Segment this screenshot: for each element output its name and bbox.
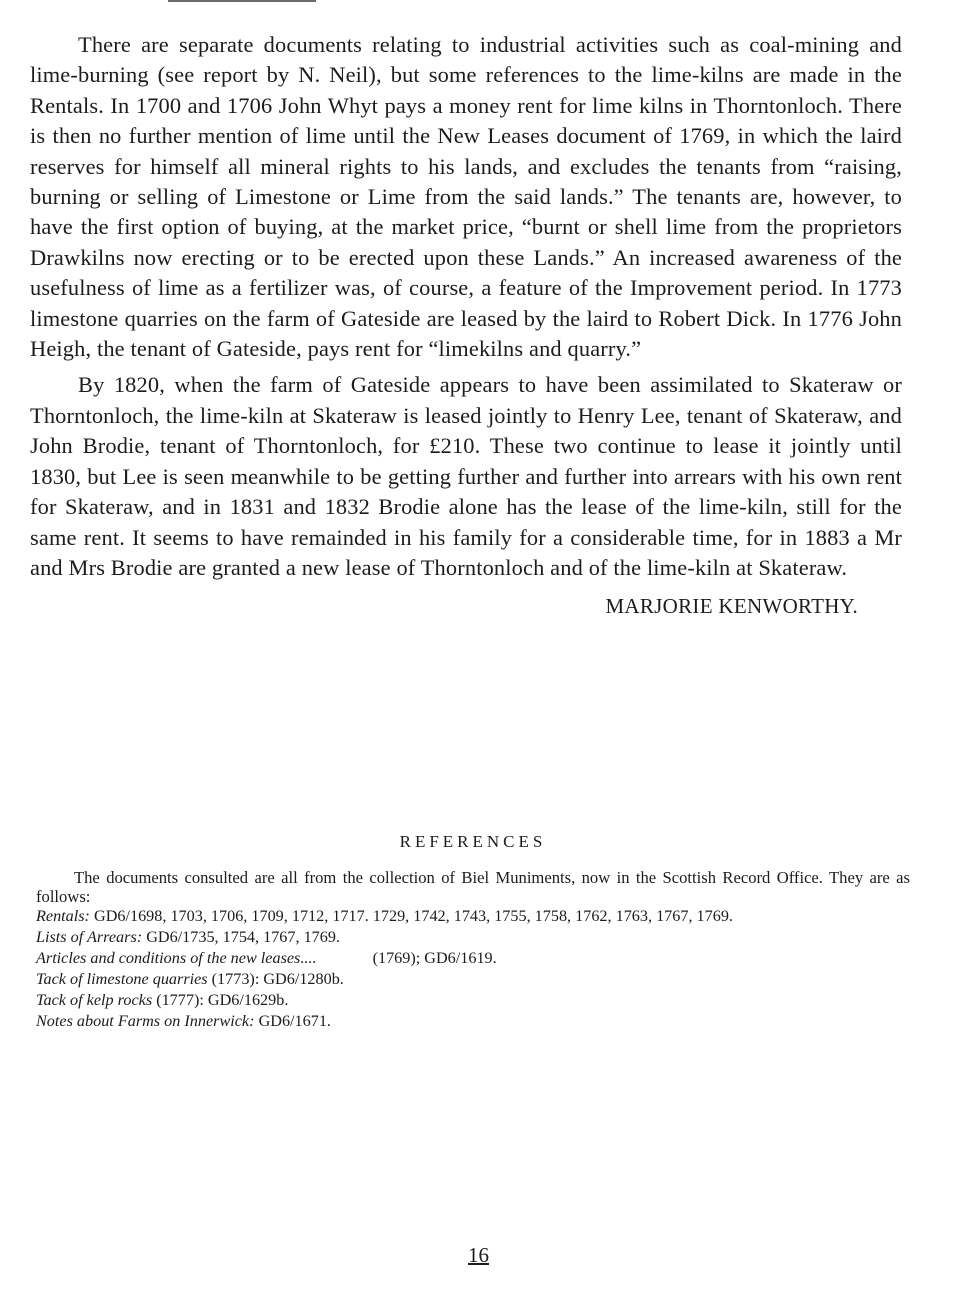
- paragraph-lime-kilns: There are separate documents relating to industrial activities such as coal-mining and lime-burning (see report by N. Neil), but some references to the lime-kilns are made in the Rentals. In 1700 and 1706 John Whyt pays a money rent for lime kilns in Thorntonloch. There is then no further mention of lime until the New Leases document of 1769, in which the laird reserves for himself all mineral rights to his lands, and excludes the tenants from “raising, burning or selling of Limestone or Lime from the said lands.” The tenants are, however, to have the first option of buying, at the market price, “burnt or shell lime from the proprietors Drawkilns now erecting or to be erected upon these Lands.” An increased awareness of the usefulness of lime as a fertilizer was, of course, a feature of the Improvement period. In 1773 limestone quarries on the farm of Gateside are leased by the laird to Robert Dick. In 1776 John Heigh, the tenant of Gateside, pays rent for “limekilns and quarry.”: [30, 32, 902, 362]
- references-section: [36, 832, 910, 1032]
- reference-label: Lists of Arrears:: [36, 928, 143, 946]
- reference-innerwick-notes: [36, 1011, 910, 1032]
- reference-label: Tack of limestone quarries: [36, 970, 208, 988]
- reference-new-leases: [36, 948, 910, 969]
- reference-label: Rentals:: [36, 907, 90, 925]
- references-intro: The documents consulted are all from the collection of Biel Muniments, now in the Scottish Record Office. They are as follows:: [36, 868, 910, 906]
- reference-limestone-quarries: [36, 969, 910, 990]
- page-number: [0, 1243, 957, 1268]
- page-number-text: 16: [468, 1243, 489, 1267]
- reference-kelp-rocks: [36, 990, 910, 1011]
- reference-arrears: [36, 927, 910, 948]
- reference-value: (1773): GD6/1280b.: [211, 970, 344, 988]
- reference-label: Notes about Farms on Innerwick:: [36, 1012, 255, 1030]
- reference-value: GD6/1671.: [258, 1012, 331, 1030]
- paragraph-skateraw-lease: By 1820, when the farm of Gateside appears to have been assimilated to Skateraw or Thorntonloch, the lime-kiln at Skateraw is leased jointly to Henry Lee, tenant of Skateraw, and John Brodie, tenant of Thorntonloch, for £210. These two continue to lease it jointly until 1830, but Lee is seen meanwhile to be getting further and further into arrears with his own rent for Skateraw, and in 1831 and 1832 Brodie alone has the lease of the lime-kiln, still for the same rent. It seems to have remainded in his family for a considerable time, for in 1883 a Mr and Mrs Brodie are granted a new lease of Thorntonloch and of the lime-kiln at Skateraw.: [30, 372, 902, 580]
- top-rule: [168, 0, 316, 2]
- reference-value: (1769); GD6/1619.: [372, 949, 497, 967]
- article-body: [30, 30, 902, 621]
- author-signature: MARJORIE KENWORTHY.: [605, 594, 858, 619]
- reference-value: GD6/1698, 1703, 1706, 1709, 1712, 1717. 1729, 1742, 1743, 1755, 1758, 1762, 1763, 1767, 1769.: [94, 907, 733, 925]
- reference-value: GD6/1735, 1754, 1767, 1769.: [146, 928, 341, 946]
- reference-value: (1777): GD6/1629b.: [156, 991, 289, 1009]
- reference-rentals: [36, 906, 910, 927]
- references-heading: REFERENCES: [399, 832, 547, 851]
- reference-label: Tack of kelp rocks: [36, 991, 153, 1009]
- reference-label: Articles and conditions of the new leases....: [36, 949, 317, 967]
